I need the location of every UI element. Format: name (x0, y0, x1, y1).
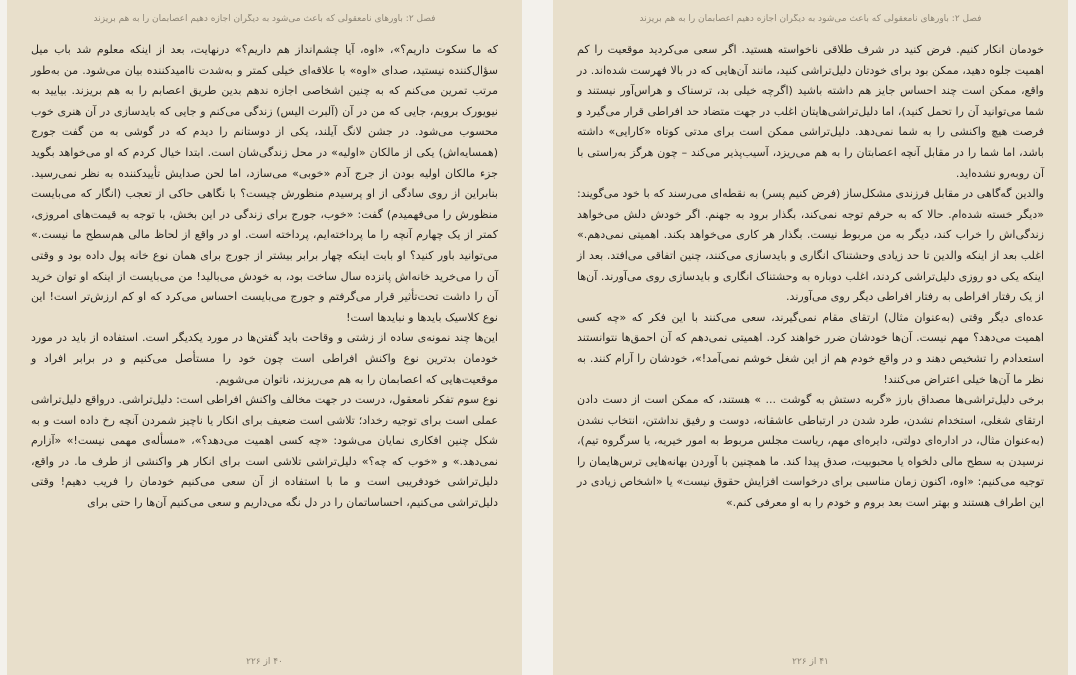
paragraph: این‌ها چند نمونه‌ی ساده از زشتی و وقاحت باید گفتن‌ها در مورد یکدیگر است. استفاده از باید در مورد خودمان بدترین نوع واکنش افراطی است چون خود را مستأصل می‌کنیم و در برابر افراد و موقعیت‌هایی که اعصابمان را به هم می‌ریزند، ناتوان می‌شویم. (31, 331, 498, 386)
paragraph: نوع سوم تفکر نامعقول، درست در جهت مخالف واکنش افراطی است: دلیل‌تراشی. درواقع دلیل‌تراشی عملی است برای توجیه رخداد؛ تلاشی است ضعیف برای انکار یا ناچیز شمردن آنچه رخ داده است و به شکل چنین افکاری نمایان می‌شود: «چه کسی اهمیت می‌دهد؟»، «مسأله‌ی مهمی نیست!» «آزارم نمی‌دهد.» و «خوب که چه؟» دلیل‌تراشی تلاشی است برای انکار هر واکنشی از طرف ما. در واقع، دلیل‌تراشی خودفریبی است و ما با استفاده از آن سعی می‌کنیم خودمان را فریب دهیم! وقتی دلیل‌تراشی می‌کنیم، احساساتمان را در دل نگه می‌داریم و سعی می‌کنیم آن‌ها را حتی برای (31, 393, 498, 510)
page-body (577, 40, 1044, 514)
paragraph: والدین گه‌گاهی در مقابل فرزندی مشکل‌ساز (فرض کنیم پسر) به نقطه‌ای می‌رسند که با خود می‌گویند: «دیگر خسته شده‌ام. حالا که به حرفم توجه نمی‌کند، بگذار برود به جهنم. اگر خودش دلش می‌خواهد زندگی‌اش را خراب کند، دیگر به من مربوط نیست. بگذار هر کاری می‌خواهد بکند. اهمیتی نمی‌دهم.» اغلب بعد از اینکه والدین تا حد زیادی وحشتناک انگاری و بایدسازی می‌کنند، چنین اتفاقی می‌افتد. بعد از اینکه یکی دو روزی دلیل‌تراشی کردند، اغلب دوباره به وحشتناک انگاری و بایدسازی روی می‌آورند. آن‌ها از یک رفتار افراطی به رفتار افراطی دیگر روی می‌آورند. (577, 187, 1044, 304)
chapter-header: فصل ۲: باورهای نامعقولی که باعث می‌شود به دیگران اجازه دهیم اعصابمان را به هم بریزند (93, 14, 436, 24)
paragraph: عده‌ای دیگر وقتی (به‌عنوان مثال) ارتقای مقام نمی‌گیرند، سعی می‌کنند با این فکر که «چه کسی اهمیت می‌دهد؟ مهم نیست. آن‌ها خودشان ضرر خواهند کرد. اهمیتی نمی‌دهم که آن احمق‌ها نتوانستند استعدادم را تشخیص دهند و در واقع خودم هم از این شغل خوشم نمی‌آمد!»، خودشان را آرام کنند. به نظر ما آن‌ها خیلی اعتراض می‌کنند! (577, 310, 1044, 386)
paragraph: خودمان انکار کنیم. فرض کنید در شرف طلاقی ناخواسته هستید. اگر سعی می‌کردید موقعیت را کم اهمیت جلوه دهید، ممکن بود برای خودتان دلیل‌تراشی کنید، مانند آن‌هایی که در بالا فهرست شده‌اند. در واقع، ممکن است چند احساس جایز هم داشته باشید (اگرچه خیلی بد، ترسناک و هراس‌آور نیستند و شما می‌توانید آن را تحمل کنید)، اما دلیل‌تراشی‌هایتان اغلب در جهت متضاد حد افراطی قرار می‌گیرد و فرصت هیچ واکنشی را به شما نمی‌دهد. دلیل‌تراشی ممکن است برای مدتی کوتاه «کارایی» داشته باشد، اما شما را در مقابل آنچه اعصابتان را به هم می‌ریزد، آسیب‌پذیر می‌کند – چون هرگز به‌راستی با آن روبه‌رو نشده‌اید. (577, 43, 1044, 180)
book-page-right (553, 0, 1068, 675)
page-body (31, 40, 498, 514)
page-number: ۴۱ از ۲۲۶ (792, 657, 829, 667)
book-page-left (7, 0, 522, 675)
page-number: ۴۰ از ۲۲۶ (246, 657, 283, 667)
paragraph: که ما سکوت داریم؟»، «اوه، آیا چشم‌انداز هم داریم؟» درنهایت، بعد از اینکه معلوم شد باب میل سؤال‌کننده نیستید، صدای «اوه» با علاقه‌ای خیلی کمتر و به‌شدت ناامیدکننده بیان می‌شود. من به‌طور مرتب تمرین می‌کنم که به چنین اشخاصی اجازه ندهم بدین طریق اعصابم را به هم بریزند. بیایید به نیویورک برویم، جایی که من در آن (آلبرت الیس) زندگی می‌کنم و جایی که بایدسازی در آن هنری خوب محسوب می‌شود. در جشن لانگ آیلند، یکی از دوستانم را دیدم که در گوشی به من گفت جورج (همسایه‌اش) یکی از مالکان «اولیه» در محل زندگی‌شان است. ابتدا خیال کردم که او می‌خواهد بگوید جزء مالکان اولیه بودن از جرج آدم «خوبی» می‌سازد، اما لحن صدایش تأییدکننده به نظر نمی‌رسید. بنابراین از روی سادگی از او پرسیدم منظورش چیست؟ با نگاهی حاکی از تعجب (انگار که می‌بایست منظورش را می‌فهمیدم) گفت: «خوب، جورج برای زندگی در این بخش، با توجه به قیمت‌های امروزی، کمتر از یک چهارم آنچه را ما پرداخته‌ایم، پرداخته است. او در واقع از لحاظ مالی هم‌سطح ما نیست.» می‌توانید باور کنید؟ او بابت اینکه چهار برابر بیشتر از جورج برای همان نوع خانه پول داده بود و وقتی آن را می‌خرید خانه‌اش پانزده سال ساخت بود، به خودش می‌بالید! من می‌بایست از اینکه او توان خرید آن را داشت تحت‌تأثیر قرار می‌گرفتم و جورج می‌بایست احساس می‌کرد که او کم ارزش‌تر است! این نوع کلاسیک بایدها و نبایدها است! (31, 43, 498, 324)
paragraph: برخی دلیل‌تراشی‌ها مصداق بارز «گربه دستش به گوشت ... » هستند، که ممکن است از دست دادن ارتقای شغلی، استخدام نشدن، طرد شدن در ارتباطی عاشقانه، دوست و رفیق نداشتن، انتخاب نشدن (به‌عنوان مثال، در اداره‌ای دولتی، دایره‌ای مهم، ریاست مجلس مربوط به امور خیریه، یا سرگروه تیم)، نرسیدن به سطح مالی دلخواه یا محبوبیت، صدق پیدا کند. ما همچنین با آوردن بهانه‌هایی ترس‌هایمان را توجیه می‌کنیم: «اوه، اکنون زمان مناسبی برای درخواست افزایش حقوق نیست» یا «اشخاص زیادی در این اطراف هستند و بهتر است بعد بروم و خودم را به او معرفی کنم.» (577, 393, 1044, 510)
chapter-header: فصل ۲: باورهای نامعقولی که باعث می‌شود به دیگران اجازه دهیم اعصابمان را به هم بریزند (639, 14, 982, 24)
